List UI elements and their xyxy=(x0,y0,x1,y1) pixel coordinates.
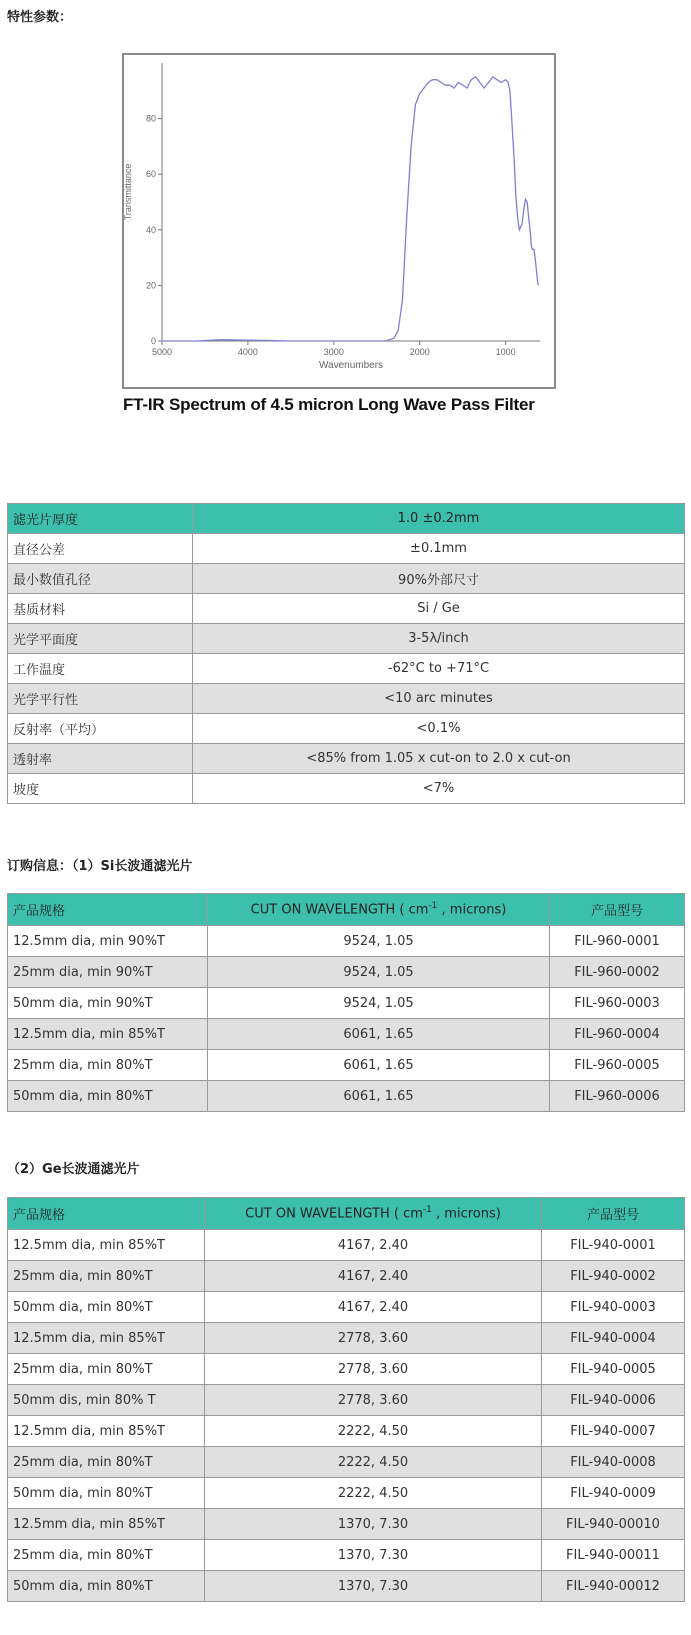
si-order-table xyxy=(7,893,685,1112)
x-axis-label: Wavenumbers xyxy=(318,360,384,371)
header-model: 产品型号 xyxy=(542,1198,685,1230)
header-spec: 产品规格 xyxy=(8,894,208,926)
x-tick-label: 3000 xyxy=(323,347,344,357)
spec-row xyxy=(8,654,685,684)
table-row xyxy=(8,1323,685,1354)
table-row xyxy=(8,1385,685,1416)
spec-row xyxy=(8,684,685,714)
spec-row xyxy=(8,504,685,534)
row-spec: 25mm dia, min 80%T xyxy=(8,1354,205,1385)
transmittance-series-line xyxy=(162,77,538,341)
table-row xyxy=(8,957,685,988)
spec-label: 光学平行性 xyxy=(8,684,193,714)
row-model: FIL-940-00011 xyxy=(542,1540,685,1571)
spectrum-chart-frame xyxy=(122,53,556,389)
row-spec: 50mm dis, min 80% T xyxy=(8,1385,205,1416)
row-model: FIL-960-0003 xyxy=(550,988,685,1019)
table-row xyxy=(8,1292,685,1323)
section-heading-params: 特性参数： xyxy=(7,10,73,25)
x-tick-label: 4000 xyxy=(237,347,258,357)
row-cuton: 2222, 4.50 xyxy=(205,1416,542,1447)
y-tick-label: 40 xyxy=(145,224,156,235)
table-row xyxy=(8,1509,685,1540)
table-row xyxy=(8,1019,685,1050)
table-row xyxy=(8,1230,685,1261)
row-model: FIL-940-0004 xyxy=(542,1323,685,1354)
row-model: FIL-940-0009 xyxy=(542,1478,685,1509)
row-spec: 25mm dia, min 80%T xyxy=(8,1447,205,1478)
row-cuton: 6061, 1.65 xyxy=(208,1081,550,1112)
spec-value: <7% xyxy=(193,774,685,804)
table-row xyxy=(8,1081,685,1112)
order-header-row xyxy=(8,1198,685,1230)
spec-label: 直径公差 xyxy=(8,534,193,564)
x-tick-label: 1000 xyxy=(495,347,516,357)
row-cuton: 2778, 3.60 xyxy=(205,1323,542,1354)
spec-row xyxy=(8,714,685,744)
row-model: FIL-940-0005 xyxy=(542,1354,685,1385)
spec-row xyxy=(8,624,685,654)
spec-value: -62°C to +71°C xyxy=(193,654,685,684)
header-model: 产品型号 xyxy=(550,894,685,926)
header-spec: 产品规格 xyxy=(8,1198,205,1230)
row-spec: 12.5mm dia, min 85%T xyxy=(8,1323,205,1354)
row-spec: 25mm dia, min 80%T xyxy=(8,1540,205,1571)
row-cuton: 9524, 1.05 xyxy=(208,957,550,988)
row-spec: 50mm dia, min 80%T xyxy=(8,1081,208,1112)
row-model: FIL-940-0007 xyxy=(542,1416,685,1447)
spec-value: 3-5λ/inch xyxy=(193,624,685,654)
row-model: FIL-960-0002 xyxy=(550,957,685,988)
row-model: FIL-940-0002 xyxy=(542,1261,685,1292)
table-row xyxy=(8,1416,685,1447)
order-header-row xyxy=(8,894,685,926)
table-row xyxy=(8,1354,685,1385)
row-model: FIL-960-0004 xyxy=(550,1019,685,1050)
row-cuton: 2778, 3.60 xyxy=(205,1354,542,1385)
header-cuton xyxy=(208,894,550,926)
row-model: FIL-960-0006 xyxy=(550,1081,685,1112)
spec-value: <10 arc minutes xyxy=(193,684,685,714)
table-row xyxy=(8,1050,685,1081)
header-cuton-text-tail: , microns) xyxy=(431,1206,501,1222)
table-row xyxy=(8,1540,685,1571)
x-tick-label: 2000 xyxy=(409,347,430,357)
row-spec: 12.5mm dia, min 90%T xyxy=(8,926,208,957)
row-spec: 50mm dia, min 80%T xyxy=(8,1292,205,1323)
row-model: FIL-940-00012 xyxy=(542,1571,685,1602)
y-tick-label: 0 xyxy=(150,336,156,346)
row-cuton: 2222, 4.50 xyxy=(205,1447,542,1478)
row-model: FIL-940-0008 xyxy=(542,1447,685,1478)
spec-value: <85% from 1.05 x cut-on to 2.0 x cut-on xyxy=(193,744,685,774)
row-spec: 50mm dia, min 80%T xyxy=(8,1571,205,1602)
spec-label: 反射率（平均） xyxy=(8,714,193,744)
header-cuton-text: CUT ON WAVELENGTH ( cm xyxy=(250,902,429,918)
spectrum-chart xyxy=(124,55,554,387)
spec-table xyxy=(7,503,685,804)
header-cuton-text-tail: , microns) xyxy=(437,902,507,918)
spec-label: 光学平面度 xyxy=(8,624,193,654)
row-model: FIL-940-0006 xyxy=(542,1385,685,1416)
spec-label: 基质材料 xyxy=(8,594,193,624)
row-model: FIL-940-0001 xyxy=(542,1230,685,1261)
row-cuton: 2778, 3.60 xyxy=(205,1385,542,1416)
row-cuton: 6061, 1.65 xyxy=(208,1050,550,1081)
ge-order-table xyxy=(7,1197,685,1602)
spec-value: Si / Ge xyxy=(193,594,685,624)
y-tick-label: 20 xyxy=(145,280,156,291)
row-spec: 12.5mm dia, min 85%T xyxy=(8,1019,208,1050)
table-row xyxy=(8,988,685,1019)
row-cuton: 9524, 1.05 xyxy=(208,988,550,1019)
row-spec: 12.5mm dia, min 85%T xyxy=(8,1416,205,1447)
y-tick-label: 60 xyxy=(145,169,156,180)
spec-row xyxy=(8,774,685,804)
row-spec: 12.5mm dia, min 85%T xyxy=(8,1230,205,1261)
row-spec: 25mm dia, min 80%T xyxy=(8,1261,205,1292)
row-spec: 12.5mm dia, min 85%T xyxy=(8,1509,205,1540)
spec-label: 透射率 xyxy=(8,744,193,774)
spec-value: 1.0 ±0.2mm xyxy=(193,504,685,534)
row-cuton: 6061, 1.65 xyxy=(208,1019,550,1050)
x-tick-label: 5000 xyxy=(151,347,173,357)
table-row xyxy=(8,926,685,957)
row-cuton: 4167, 2.40 xyxy=(205,1230,542,1261)
section-heading-order-si: 订购信息：（1）Si长波通滤光片 xyxy=(7,859,193,874)
spec-row xyxy=(8,564,685,594)
table-row xyxy=(8,1447,685,1478)
row-model: FIL-940-0003 xyxy=(542,1292,685,1323)
header-cuton-text: CUT ON WAVELENGTH ( cm xyxy=(245,1206,423,1222)
table-row xyxy=(8,1261,685,1292)
row-cuton: 2222, 4.50 xyxy=(205,1478,542,1509)
row-cuton: 4167, 2.40 xyxy=(205,1261,542,1292)
row-cuton: 1370, 7.30 xyxy=(205,1540,542,1571)
header-cuton xyxy=(205,1198,542,1230)
header-cuton-unit-exponent: -1 xyxy=(428,901,438,912)
spec-label: 最小数值孔径 xyxy=(8,564,193,594)
row-cuton: 4167, 2.40 xyxy=(205,1292,542,1323)
section-heading-order-ge: （2）Ge长波通滤光片 xyxy=(7,1162,140,1177)
spec-row xyxy=(8,534,685,564)
row-cuton: 1370, 7.30 xyxy=(205,1509,542,1540)
row-model: FIL-960-0001 xyxy=(550,926,685,957)
row-model: FIL-940-00010 xyxy=(542,1509,685,1540)
spec-label: 工作温度 xyxy=(8,654,193,684)
row-model: FIL-960-0005 xyxy=(550,1050,685,1081)
y-axis-label: Transmittance xyxy=(124,163,133,221)
row-cuton: 9524, 1.05 xyxy=(208,926,550,957)
chart-caption: FT-IR Spectrum of 4.5 micron Long Wave Pass Filter xyxy=(123,395,535,414)
table-row xyxy=(8,1571,685,1602)
row-spec: 25mm dia, min 80%T xyxy=(8,1050,208,1081)
y-tick-label: 80 xyxy=(145,113,156,124)
row-cuton: 1370, 7.30 xyxy=(205,1571,542,1602)
row-spec: 25mm dia, min 90%T xyxy=(8,957,208,988)
row-spec: 50mm dia, min 80%T xyxy=(8,1478,205,1509)
spec-label: 坡度 xyxy=(8,774,193,804)
spec-value: <0.1% xyxy=(193,714,685,744)
table-row xyxy=(8,1478,685,1509)
row-spec: 50mm dia, min 90%T xyxy=(8,988,208,1019)
spec-row xyxy=(8,594,685,624)
header-cuton-unit-exponent: -1 xyxy=(422,1205,432,1216)
spec-value: ±0.1mm xyxy=(193,534,685,564)
spec-label: 滤光片厚度 xyxy=(8,504,193,534)
spec-row xyxy=(8,744,685,774)
spec-value: 90%外部尺寸 xyxy=(193,564,685,594)
